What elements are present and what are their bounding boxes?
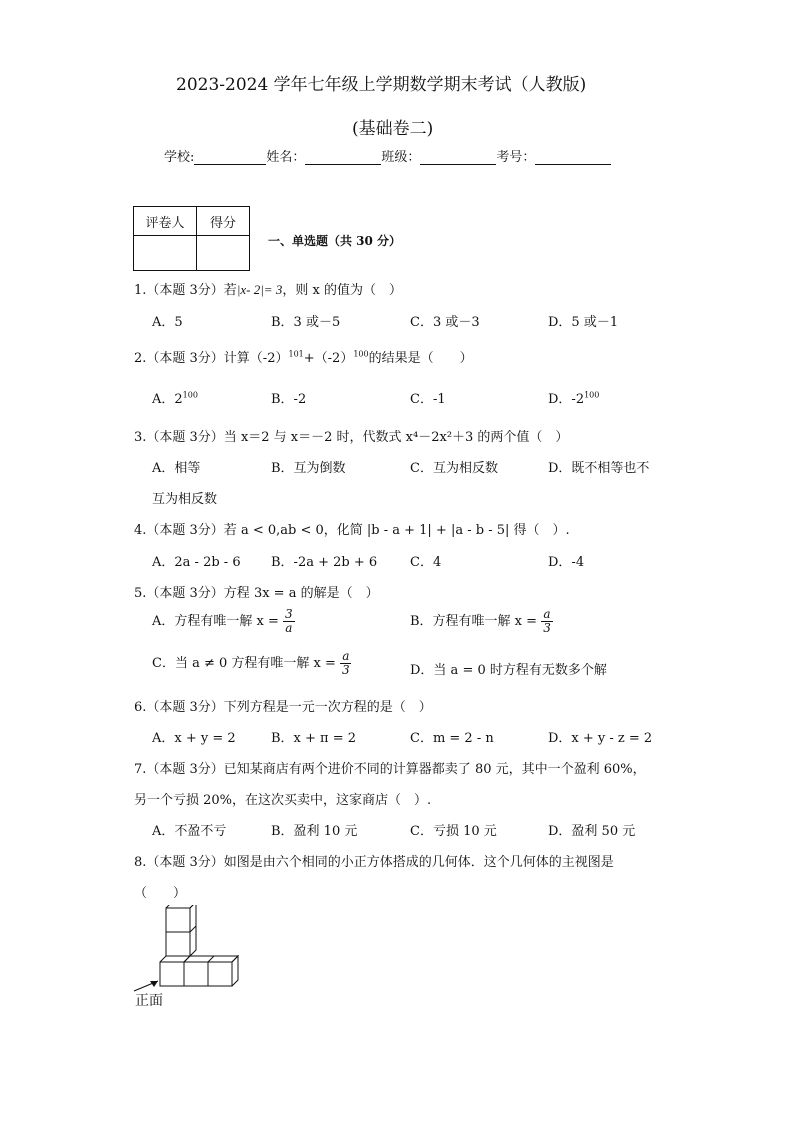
q4-option-d[interactable]: D．-4 xyxy=(548,555,585,570)
q6-option-d[interactable]: D．x + y - z = 2 xyxy=(548,731,653,746)
q1-option-c[interactable]: C．3 或－3 xyxy=(410,315,480,330)
name-field[interactable] xyxy=(305,150,381,165)
q5-option-b[interactable]: B．方程有唯一解 x = $\frac{a}{3}$ xyxy=(410,607,551,635)
q1-option-d[interactable]: D．5 或－1 xyxy=(548,315,619,330)
q2-option-c[interactable]: C．-1 xyxy=(410,392,446,407)
q5-c-fraction: $\frac{a}{3}$ xyxy=(342,649,350,677)
school-field[interactable] xyxy=(194,150,266,165)
q3-option-d-cont: 互为相反数 xyxy=(152,492,218,507)
name-label: 姓名： xyxy=(266,150,306,165)
q7-option-d[interactable]: D．盈利 50 元 xyxy=(548,824,636,839)
cube-front-1 xyxy=(160,962,184,986)
q5-option-d[interactable]: D．当 a = 0 时方程有无数多个解 xyxy=(410,663,607,678)
question-3-stem: 3.（本题 3分）当 x＝2 与 x＝－2 时，代数式 x⁴－2x²＋3 的两个值（ ） xyxy=(134,430,569,445)
q5-b-fraction: $\frac{a}{3}$ xyxy=(543,607,551,635)
score-header: 得分 xyxy=(197,207,250,236)
q7-option-b[interactable]: B．盈利 10 元 xyxy=(271,824,358,839)
q6-option-c[interactable]: C．m = 2 - n xyxy=(410,731,494,746)
cube-stack-mid xyxy=(166,932,190,956)
question-2-stem: 2.（本题 3分）计算$(-2)^{101}+(-2)^{100}$的结果是（ ） xyxy=(134,349,473,366)
q3-option-d[interactable]: D．既不相等也不 xyxy=(548,461,650,476)
score-table xyxy=(133,206,250,271)
exam-title: 2023-2024 学年七年级上学期数学期末考试（人教版) xyxy=(176,75,587,95)
q1-option-b[interactable]: B．3 或－5 xyxy=(271,315,341,330)
q6-option-b[interactable]: B．x + π = 2 xyxy=(271,731,357,746)
q4-option-c[interactable]: C．4 xyxy=(410,555,442,570)
grader-header: 评卷人 xyxy=(134,207,197,236)
question-5-stem: 5.（本题 3分）方程 3x = a 的解是（ ） xyxy=(134,586,379,601)
question-7-stem-cont: 另一个亏损 20%，在这次买卖中，这家商店（ ）. xyxy=(134,793,432,808)
q7-option-c[interactable]: C．亏损 10 元 xyxy=(410,824,497,839)
question-7-stem: 7.（本题 3分）已知某商店有两个进价不同的计算器都卖了 80 元，其中一个盈利 60%， xyxy=(134,762,646,777)
section-title: 一、单选题（共 30 分） xyxy=(268,234,402,248)
question-1-stem: 1.（本题 3分）若|x- 2|= 3，则 x 的值为（ ） xyxy=(134,282,402,298)
q2-option-a[interactable]: A．$2^{100}$ xyxy=(152,390,198,407)
cube-stack-top xyxy=(166,908,190,932)
cube-front-2 xyxy=(184,962,208,986)
class-label: 班级： xyxy=(381,150,421,165)
q2-option-b[interactable]: B．-2 xyxy=(271,392,307,407)
question-4-stem: 4.（本题 3分）若 a < 0,ab < 0，化简 |b - a + 1| + |a - b - 5| 得（ ）. xyxy=(134,523,570,538)
grader-cell[interactable] xyxy=(134,236,197,271)
q6-option-a[interactable]: A．x + y = 2 xyxy=(152,731,236,746)
q3-option-c[interactable]: C．互为相反数 xyxy=(410,461,498,476)
q5-option-a[interactable]: A．方程有唯一解 x = $\frac{3}{a}$ xyxy=(152,607,293,635)
cube-front-3 xyxy=(208,962,232,986)
exam-subtitle: (基础卷二) xyxy=(352,119,434,139)
class-field[interactable] xyxy=(420,150,496,165)
q7-option-a[interactable]: A．不盈不亏 xyxy=(152,824,227,839)
student-info-row xyxy=(164,146,611,165)
q1-option-a[interactable]: A．5 xyxy=(152,315,183,330)
q3-option-a[interactable]: A．相等 xyxy=(152,461,201,476)
q4-option-a[interactable]: A．2a - 2b - 6 xyxy=(152,555,241,570)
question-8-stem: 8.（本题 3分）如图是由六个相同的小正方体搭成的几何体．这个几何体的主视图是 xyxy=(134,855,614,870)
school-label: 学校: xyxy=(164,150,195,165)
q5-a-fraction: $\frac{3}{a}$ xyxy=(285,607,293,635)
number-label: 考号： xyxy=(496,150,536,165)
q5-option-c[interactable]: C．当 a ≠ 0 方程有唯一解 x = $\frac{a}{3}$ xyxy=(152,649,350,677)
question-6-stem: 6.（本题 3分）下列方程是一元一次方程的是（ ） xyxy=(134,700,432,715)
score-cell[interactable] xyxy=(197,236,250,271)
q3-option-b[interactable]: B．互为倒数 xyxy=(271,461,346,476)
front-label: 正面 xyxy=(135,993,163,1009)
number-field[interactable] xyxy=(535,150,611,165)
q4-option-b[interactable]: B．-2a + 2b + 6 xyxy=(271,555,378,570)
question-8-stem-cont: （ ） xyxy=(134,886,187,901)
q2-option-d[interactable]: D．$-2^{100}$ xyxy=(548,390,600,407)
